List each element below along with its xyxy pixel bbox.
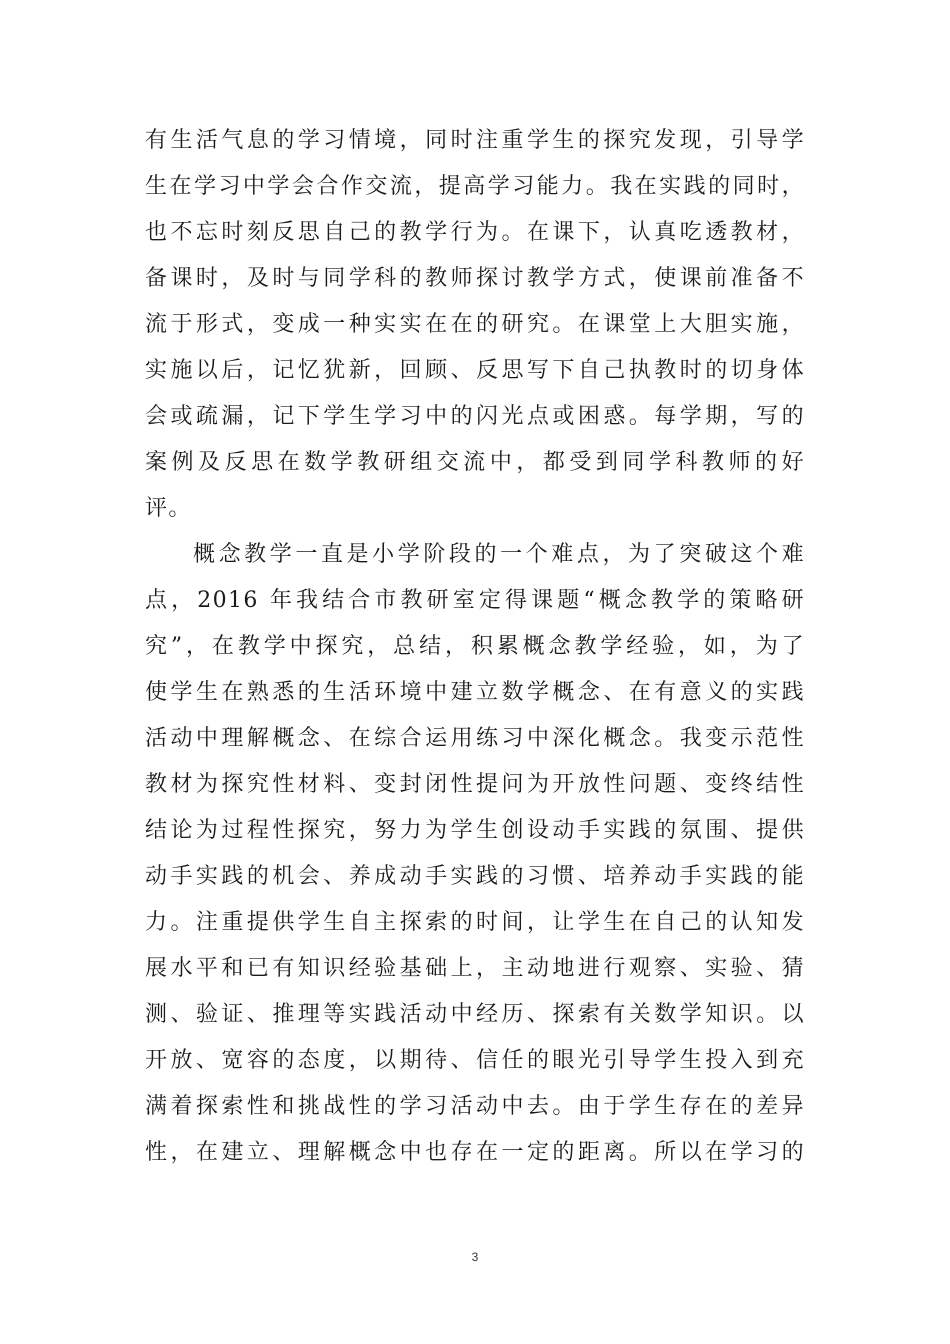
text-line: 评。	[145, 496, 192, 521]
text-line: 案例及反思在数学教研组交流中，都受到同学科教师的好	[145, 450, 805, 475]
text-line: 力。注重提供学生自主探索的时间，让学生在自己的认知发	[145, 910, 805, 935]
text-line: 备课时，及时与同学科的教师探讨教学方式，使课前准备不	[145, 266, 805, 291]
text-line: 性，在建立、理解概念中也存在一定的距离。所以在学习的	[145, 1140, 805, 1165]
text-line: 开放、宽容的态度，以期待、信任的眼光引导学生投入到充	[145, 1048, 805, 1073]
text-line: 使学生在熟悉的生活环境中建立数学概念、在有意义的实践	[145, 680, 805, 705]
text-line: 测、验证、推理等实践活动中经历、探索有关数学知识。以	[145, 1002, 805, 1027]
text-line: 有生活气息的学习情境，同时注重学生的探究发现，引导学	[145, 128, 805, 153]
text-line: 究”，在教学中探究，总结，积累概念教学经验，如，为了	[145, 634, 805, 659]
text-line: 生在学习中学会合作交流，提高学习能力。我在实践的同时，	[145, 174, 805, 199]
text-line: 也不忘时刻反思自己的教学行为。在课下，认真吃透教材，	[145, 220, 805, 245]
text-line: 展水平和已有知识经验基础上，主动地进行观察、实验、猜	[145, 956, 805, 981]
text-line: 结论为过程性探究，努力为学生创设动手实践的氛围、提供	[145, 818, 805, 843]
text-line: 点，2016 年我结合市教研室定得课题“概念教学的策略研	[145, 588, 805, 613]
text-line: 动手实践的机会、养成动手实践的习惯、培养动手实践的能	[145, 864, 805, 889]
page-number: 3	[471, 1250, 479, 1264]
text-line: 满着探索性和挑战性的学习活动中去。由于学生存在的差异	[145, 1094, 805, 1119]
paragraph-start-line: 概念教学一直是小学阶段的一个难点，为了突破这个难	[193, 542, 805, 567]
text-line: 会或疏漏，记下学生学习中的闪光点或困惑。每学期，写的	[145, 404, 805, 429]
text-line: 流于形式，变成一种实实在在的研究。在课堂上大胆实施，	[145, 312, 805, 337]
body-text	[145, 118, 805, 1176]
text-line: 活动中理解概念、在综合运用练习中深化概念。我变示范性	[145, 726, 805, 751]
text-line: 教材为探究性材料、变封闭性提问为开放性问题、变终结性	[145, 772, 805, 797]
text-line: 实施以后，记忆犹新，回顾、反思写下自己执教时的切身体	[145, 358, 805, 383]
